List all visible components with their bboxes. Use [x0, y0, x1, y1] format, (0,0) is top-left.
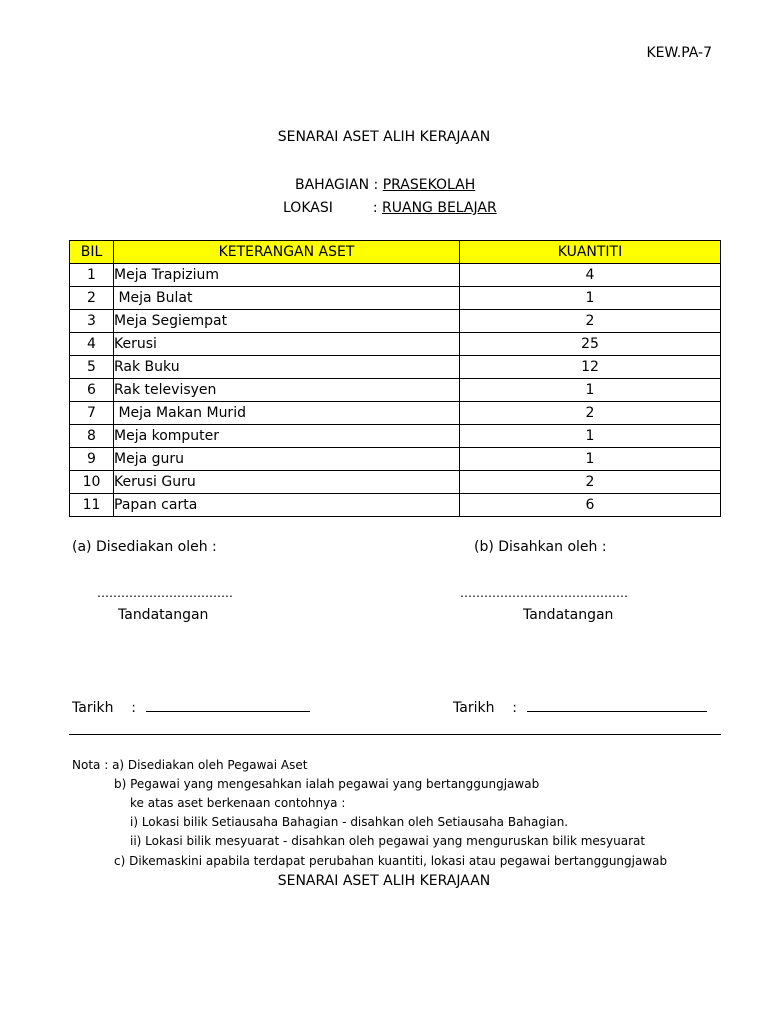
cell-keterangan: Meja guru: [114, 448, 460, 471]
signature-dots-left: …………………………….: [97, 586, 233, 600]
table-row: [70, 287, 721, 310]
date-row-right: [453, 699, 707, 716]
note-b: b) Pegawai yang mengesahkan ialah pegawai yang bertanggungjawab: [114, 777, 540, 791]
cell-kuantiti: 2: [460, 471, 721, 494]
table-row: [70, 310, 721, 333]
cell-bil: 7: [70, 402, 114, 425]
note-a: a) Disediakan oleh Pegawai Aset: [112, 758, 308, 772]
cell-bil: 8: [70, 425, 114, 448]
cell-kuantiti: 1: [460, 425, 721, 448]
approved-by-label: (b) Disahkan oleh :: [474, 539, 607, 555]
prepared-by-label: (a) Disediakan oleh :: [72, 539, 217, 555]
cell-bil: 11: [70, 494, 114, 517]
cell-keterangan: Papan carta: [114, 494, 460, 517]
cell-keterangan: Meja komputer: [114, 425, 460, 448]
cell-kuantiti: 25: [460, 333, 721, 356]
table-row: [70, 333, 721, 356]
lokasi-value: RUANG BELAJAR: [382, 200, 497, 216]
cell-bil: 1: [70, 264, 114, 287]
cell-bil: 10: [70, 471, 114, 494]
note-a-row: [72, 758, 307, 772]
cell-keterangan: Kerusi Guru: [114, 471, 460, 494]
cell-kuantiti: 4: [460, 264, 721, 287]
cell-kuantiti: 2: [460, 402, 721, 425]
cell-keterangan: Meja Makan Murid: [114, 402, 460, 425]
cell-bil: 6: [70, 379, 114, 402]
cell-bil: 2: [70, 287, 114, 310]
table-row: [70, 471, 721, 494]
table-row: [70, 425, 721, 448]
cell-keterangan: Meja Bulat: [114, 287, 460, 310]
asset-table: [69, 240, 721, 517]
cell-keterangan: Meja Trapizium: [114, 264, 460, 287]
date-label-right: Tarikh :: [453, 700, 517, 716]
divider: [69, 734, 721, 735]
date-line-left: [146, 699, 310, 712]
date-label-left: Tarikh :: [72, 700, 136, 716]
table-row: [70, 264, 721, 287]
note-b-cont: ke atas aset berkenaan contohnya :: [130, 796, 346, 810]
cell-keterangan: Meja Segiempat: [114, 310, 460, 333]
lokasi-row: LOKASI : RUANG BELAJAR: [283, 200, 497, 216]
header-keterangan: KETERANGAN ASET: [114, 241, 460, 264]
cell-bil: 9: [70, 448, 114, 471]
bahagian-row: BAHAGIAN : PRASEKOLAH: [295, 177, 476, 193]
table-row: [70, 379, 721, 402]
note-c: c) Dikemaskini apabila terdapat perubahan kuantiti, lokasi atau pegawai bertanggungjawab: [114, 854, 668, 868]
page-title: SENARAI ASET ALIH KERAJAAN: [277, 129, 491, 145]
header-kuantiti: KUANTITI: [460, 241, 721, 264]
cell-kuantiti: 6: [460, 494, 721, 517]
table-row: [70, 402, 721, 425]
cell-kuantiti: 12: [460, 356, 721, 379]
cell-bil: 5: [70, 356, 114, 379]
bahagian-value: PRASEKOLAH: [382, 177, 476, 193]
cell-kuantiti: 1: [460, 287, 721, 310]
date-row-left: [72, 699, 310, 716]
signature-label-left: Tandatangan: [118, 607, 209, 623]
cell-kuantiti: 1: [460, 379, 721, 402]
lokasi-label: LOKASI: [283, 200, 333, 216]
cell-kuantiti: 2: [460, 310, 721, 333]
table-row: [70, 448, 721, 471]
header-bil: BIL: [70, 241, 114, 264]
signature-dots-right: ……………………………………: [460, 586, 628, 600]
date-line-right: [527, 699, 707, 712]
cell-bil: 3: [70, 310, 114, 333]
footer-title: SENARAI ASET ALIH KERAJAAN: [277, 873, 491, 889]
cell-keterangan: Rak televisyen: [114, 379, 460, 402]
cell-keterangan: Rak Buku: [114, 356, 460, 379]
cell-kuantiti: 1: [460, 448, 721, 471]
table-row: [70, 356, 721, 379]
cell-keterangan: Kerusi: [114, 333, 460, 356]
table-header-row: [70, 241, 721, 264]
bahagian-label: BAHAGIAN: [295, 177, 370, 193]
cell-bil: 4: [70, 333, 114, 356]
signature-label-right: Tandatangan: [523, 607, 614, 623]
note-prefix: Nota :: [72, 758, 109, 772]
note-b-i: i) Lokasi bilik Setiausaha Bahagian - disahkan oleh Setiausaha Bahagian.: [130, 815, 569, 829]
note-b-ii: ii) Lokasi bilik mesyuarat - disahkan oleh pegawai yang menguruskan bilik mesyuarat: [130, 834, 646, 848]
table-row: [70, 494, 721, 517]
form-code: KEW.PA-7: [646, 45, 712, 61]
